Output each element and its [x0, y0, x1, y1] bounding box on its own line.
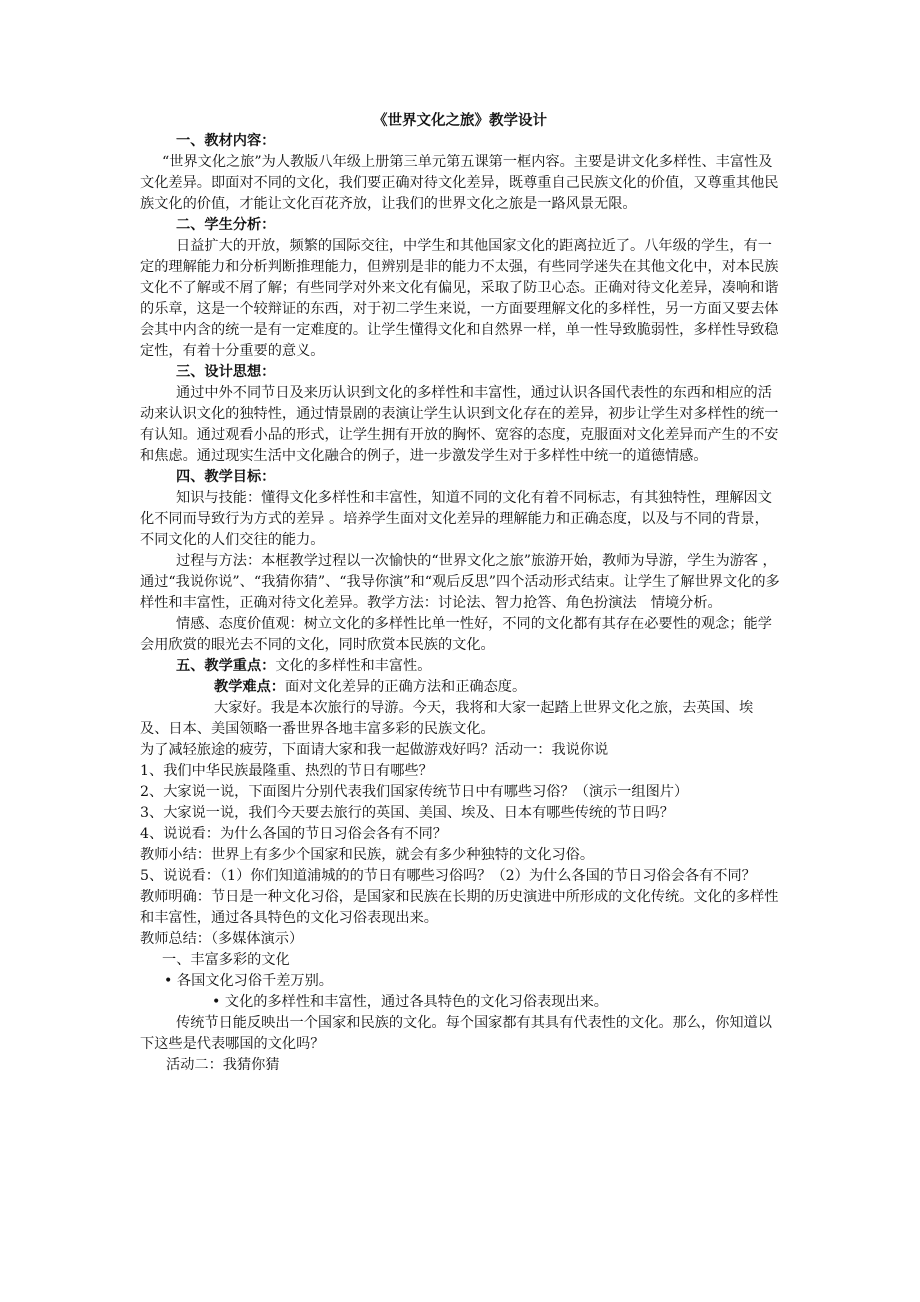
difficulty-text: 面对文化差异的正确方法和正确态度。 — [284, 679, 527, 695]
document-page — [140, 110, 780, 1076]
section-body-materials: “世界文化之旅”为人教版八年级上册第三单元第五课第一框内容。主要是讲文化多样性、丰富性及文化差异。即面对不同的文化，我们要正确对待文化差异，既尊重自己民族文化的价值，又尊重其他民族文化的价值，才能让文化百花齐放，让我们的世界文化之旅是一路风景无限。 — [140, 154, 779, 212]
section-heading-key-point: 五、教学重点： — [176, 658, 276, 674]
section-body-design: 通过中外不同节日及来历认识到文化的多样性和丰富性，通过认识各国代表性的东西和相应的活动来认识文化的独特性，通过情景剧的表演让学生认识到文化存在的差异，初步让学生对多样性的统一有认知。通过观看小品的形式，让学生拥有开放的胸怀、宽容的态度，克服面对文化差异而产生的不安和焦虑。通过现实生活中文化融合的例子，进一步激发学生对于多样性中统一的道德情感。 — [140, 385, 779, 464]
key-point-line — [140, 656, 780, 677]
question-1: 1、我们中华民族最隆重、热烈的节日有哪些？ — [140, 763, 433, 779]
teacher-summary-2: 教师总结：（多媒体演示） — [140, 931, 304, 947]
outline-heading: 一、丰富多彩的文化 — [162, 952, 290, 968]
section-heading-goals: 四、教学目标： — [176, 469, 276, 485]
section-heading-design: 三、设计思想： — [176, 364, 276, 380]
bullet-item-1: • 各国文化习俗千差万别。 — [164, 973, 333, 989]
game-intro: 为了减轻旅途的疲劳，下面请大家和我一起做游戏好吗？活动一：我说你说 — [140, 742, 609, 758]
guide-intro: 大家好。我是本次旅行的导游。今天，我将和大家一起踏上世界文化之旅，去英国、埃及、日本、美国领略一番世界各地丰富多彩的民族文化。 — [140, 700, 754, 737]
tradition-paragraph: 传统节日能反映出一个国家和民族的文化。每个国家都有其具有代表性的文化。那么，你知道以下这些是代表哪国的文化吗？ — [140, 1015, 772, 1052]
key-point-text: 文化的多样性和丰富性。 — [275, 658, 432, 674]
section-heading-students: 二、学生分析： — [176, 217, 276, 233]
activity-two: 活动二：我猜你猜 — [166, 1057, 280, 1073]
difficulty-label: 教学难点： — [214, 679, 285, 695]
difficulty-line — [140, 677, 780, 698]
document-title: 《世界文化之旅》教学设计 — [373, 112, 547, 129]
question-3: 3、大家说一说，我们今天要去旅行的英国、美国、埃及、日本有哪些传统的节日吗？ — [140, 805, 674, 821]
goal-emotion: 情感、态度价值观：树立文化的多样性比单一性好，不同的文化都有其存在必要性的观念；能学会用欣赏的眼光去不同的文化，同时欣赏本民族的文化。 — [140, 616, 772, 653]
teacher-clarify: 教师明确：节日是一种文化习俗，是国家和民族在长期的历史演进中所形成的文化传统。文化的多样性和丰富性，通过各具特色的文化习俗表现出来。 — [140, 889, 779, 926]
bullet-item-2: • 文化的多样性和丰富性，通过各具特色的文化习俗表现出来。 — [212, 994, 608, 1010]
goal-knowledge: 知识与技能：懂得文化多样性和丰富性，知道不同的文化有着不同标志，有其独特性，理解因文化不同而导致行为方式的差异 。培养学生面对文化差异的理解能力和正确态度，以及与不同的背景，不同文化的人们交往的能力。 — [140, 490, 772, 548]
question-2: 2、大家说一说，下面图片分别代表我们国家传统节日中有哪些习俗？（演示一组图片） — [140, 784, 689, 800]
question-4: 4、说说看：为什么各国的节日习俗会各有不同？ — [140, 826, 447, 842]
question-5: 5、说说看：（1）你们知道浦城的的节日有哪些习俗吗？（2）为什么各国的节日习俗会各有不同？ — [140, 868, 756, 884]
section-body-students: 日益扩大的开放，频繁的国际交往，中学生和其他国家文化的距离拉近了。八年级的学生，有一定的理解能力和分析判断推理能力，但辨别是非的能力不太强，有些同学迷失在其他文化中，对本民族文化不了解或不屑了解；有些同学对外来文化有偏见，采取了防卫心态。正确对待文化差异，凑响和谐的乐章，这是一个较辩证的东西，对于初二学生来说，一方面要理解文化的多样性，另一方面又要去体会其中内含的统一是有一定难度的。让学生懂得文化和自然界一样，单一性导致脆弱性，多样性导致稳定性，有着十分重要的意义。 — [140, 238, 779, 359]
goal-process: 过程与方法：本框教学过程以一次愉快的“世界文化之旅”旅游开始，教师为导游，学生为游客 ，通过“我说你说”、“我猜你猜”、“我导你演”和“观后反思”四个活动形式结束。让学生了解世界文化的多样性和丰富性，正确对待文化差异。教学方法：讨论法、智力抢答、角色扮演法 情境分析。 — [140, 553, 780, 611]
teacher-summary-1: 教师小结：世界上有多少个国家和民族，就会有多少种独特的文化习俗。 — [140, 847, 595, 863]
section-heading-materials: 一、教材内容： — [176, 133, 276, 149]
